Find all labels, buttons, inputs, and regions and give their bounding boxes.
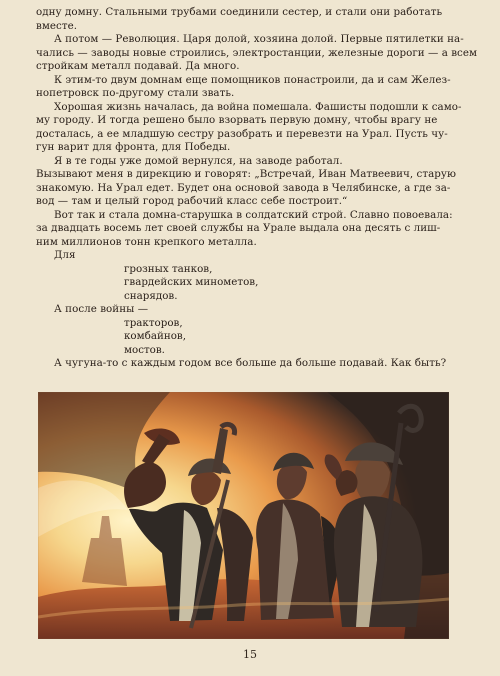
paragraph-5: [36, 155, 466, 169]
poem-list-1: [36, 263, 466, 304]
text-line: одну домну. Стальными трубами соединили сестер, и стали они работать: [36, 6, 443, 18]
text-line: А потом — Революция. Царя долой, хозяина долой. Первые пятилетки на-: [54, 33, 464, 45]
text-line: вод — там и целый город рабочий класс себе построит.“: [36, 195, 348, 207]
text-line: за двадцать восемь лет своей службы на Урале выдала она десять с лиш-: [36, 222, 441, 234]
poem-list-2: [36, 317, 466, 358]
text-line: Вот так и стала домна-старушка в солдатский строй. Славно повоевала:: [54, 208, 453, 221]
text-line: А чугуна-то с каждым годом все больше да больше подавай. Как быть?: [54, 357, 447, 369]
text-line: му городу. И тогда решено было взорвать первую домну, чтобы врагу не: [36, 114, 438, 126]
paragraph-4: [36, 101, 466, 155]
paragraph-3: [36, 74, 466, 101]
text-line: досталась, а ее младшую сестру разобрать и перевезти на Урал. Пусть чу-: [36, 127, 448, 140]
text-line: ним миллионов тонн крепкого металла.: [36, 235, 257, 248]
text-line: вместе.: [36, 19, 78, 32]
poem-intro-2: [36, 303, 466, 317]
poem-line: тракторов,: [124, 316, 183, 329]
text-line: нопетровск по-другому стали звать.: [36, 87, 235, 99]
page-text: [36, 6, 478, 371]
text-line: А после войны —: [54, 303, 149, 315]
text-line: Для: [54, 249, 76, 261]
paragraph-2: [36, 33, 478, 74]
furnace-workers-painting: [38, 392, 449, 639]
text-line: гун варит для фронта, для Победы.: [36, 141, 231, 153]
page-number: 15: [243, 648, 257, 661]
paragraph-1: [36, 6, 466, 33]
text-line: Я в те годы уже домой вернулся, на заводе работал.: [54, 154, 343, 167]
text-line: стройкам металл подавай. Да много.: [36, 60, 240, 72]
illustration: [38, 392, 449, 639]
paragraph-6: [36, 168, 466, 209]
poem-line: комбайнов,: [124, 330, 186, 342]
paragraph-7: [36, 209, 466, 250]
poem-line: снарядов.: [124, 289, 178, 302]
closing-paragraph: [36, 357, 466, 371]
text-line: Вызывают меня в дирекцию и говорят: „Встречай, Иван Матвеевич, старую: [36, 168, 457, 180]
poem-line: гвардейских минометов,: [124, 276, 259, 288]
poem-intro-1: [36, 249, 466, 263]
text-line: К этим-то двум домнам еще помощников понастроили, да и сам Желез-: [54, 73, 451, 86]
text-line: чались — заводы новые строились, электростанции, железные дороги — а всем: [36, 46, 478, 59]
text-line: Хорошая жизнь началась, да война помешала. Фашисты подошли к само-: [54, 100, 462, 113]
poem-line: мостов.: [124, 343, 165, 356]
text-line: знакомую. На Урал едет. Будет она основой завода в Челябинске, а где за-: [36, 181, 451, 194]
poem-line: грозных танков,: [124, 262, 213, 275]
